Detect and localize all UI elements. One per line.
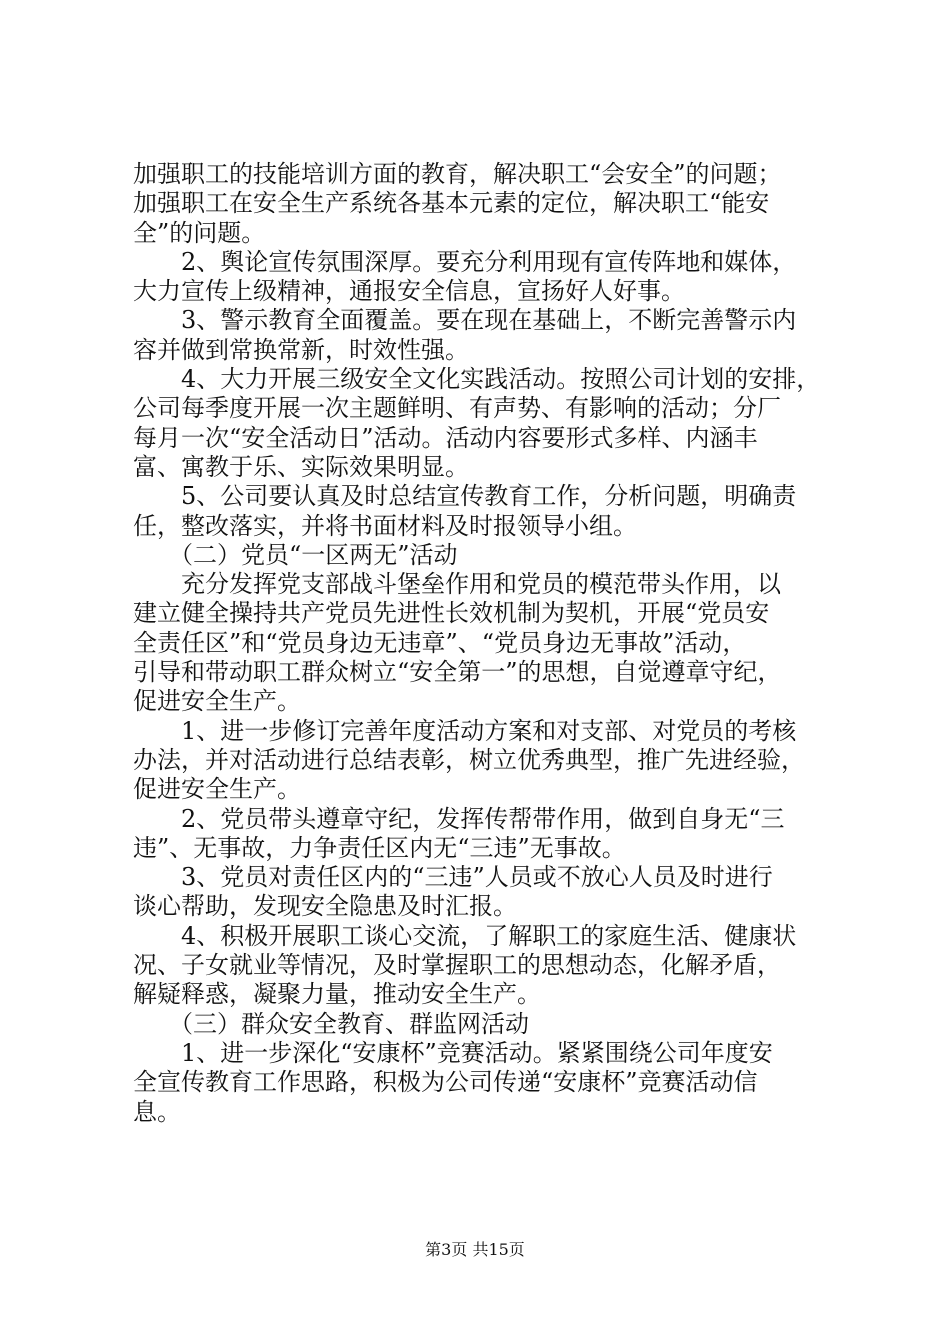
- text-line: 3、党员对责任区内的“三违”人员或不放心人员及时进行: [133, 863, 773, 892]
- text-line: 全宣传教育工作思路，积极为公司传递“安康杯”竞赛活动信: [133, 1068, 758, 1097]
- text-line: 加强职工在安全生产系统各基本元素的定位，解决职工“能安: [133, 189, 770, 218]
- text-line: 促进安全生产。: [133, 775, 301, 804]
- text-line: 4、大力开展三级安全文化实践活动。按照公司计划的安排，: [133, 365, 821, 394]
- text-line: 建立健全操持共产党员先进性长效机制为契机，开展“党员安: [133, 599, 770, 628]
- page-footer: 第3页 共15页: [425, 1240, 525, 1259]
- document-body: [133, 160, 833, 1127]
- text-line: 5、公司要认真及时总结宣传教育工作，分析问题，明确责: [133, 482, 797, 511]
- text-line: 每月一次“安全活动日”活动。活动内容要形式多样、内涵丰: [133, 423, 758, 452]
- text-line: 富、寓教于乐、实际效果明显。: [133, 452, 469, 481]
- text-line: 引导和带动职工群众树立“安全第一”的思想，自觉遵章守纪，: [133, 658, 782, 687]
- text-line: 任，整改落实，并将书面材料及时报领导小组。: [133, 511, 637, 540]
- text-line: 1、进一步修订完善年度活动方案和对支部、对党员的考核: [133, 716, 797, 745]
- text-line: 2、党员带头遵章守纪，发挥传帮带作用，做到自身无“三: [133, 804, 785, 833]
- text-line: 3、警示教育全面覆盖。要在现在基础上，不断完善警示内: [133, 306, 797, 335]
- text-line: 况、子女就业等情况，及时掌握职工的思想动态，化解矛盾，: [133, 951, 781, 980]
- text-line: 公司每季度开展一次主题鲜明、有声势、有影响的活动；分厂: [133, 394, 781, 423]
- section-heading: （三）群众安全教育、群监网活动: [133, 1009, 529, 1038]
- text-line: 全”的问题。: [133, 218, 266, 247]
- text-line: 4、积极开展职工谈心交流，了解职工的家庭生活、健康状: [133, 921, 797, 950]
- text-line: 息。: [133, 1097, 181, 1126]
- text-line: 办法，并对活动进行总结表彰，树立优秀典型，推广先进经验，: [133, 745, 805, 774]
- section-heading: （二）党员“一区两无”活动: [133, 540, 458, 569]
- text-line: 违”、无事故，力争责任区内无“三违”无事故。: [133, 833, 626, 862]
- text-line: 全责任区”和“党员身边无违章”、“党员身边无事故”活动，: [133, 628, 747, 657]
- text-line: 加强职工的技能培训方面的教育，解决职工“会安全”的问题；: [133, 160, 782, 188]
- text-line: 容并做到常换常新，时效性强。: [133, 335, 469, 364]
- text-line: 谈心帮助，发现安全隐患及时汇报。: [133, 892, 517, 921]
- text-line: 2、舆论宣传氛围深厚。要充分利用现有宣传阵地和媒体，: [133, 247, 797, 276]
- text-line: 解疑释惑，凝聚力量，推动安全生产。: [133, 980, 541, 1009]
- text-line: 促进安全生产。: [133, 687, 301, 716]
- text-line: 充分发挥党支部战斗堡垒作用和党员的模范带头作用，以: [133, 570, 781, 599]
- text-line: 1、进一步深化“安康杯”竞赛活动。紧紧围绕公司年度安: [133, 1038, 773, 1067]
- text-line: 大力宣传上级精神，通报安全信息，宣扬好人好事。: [133, 277, 685, 306]
